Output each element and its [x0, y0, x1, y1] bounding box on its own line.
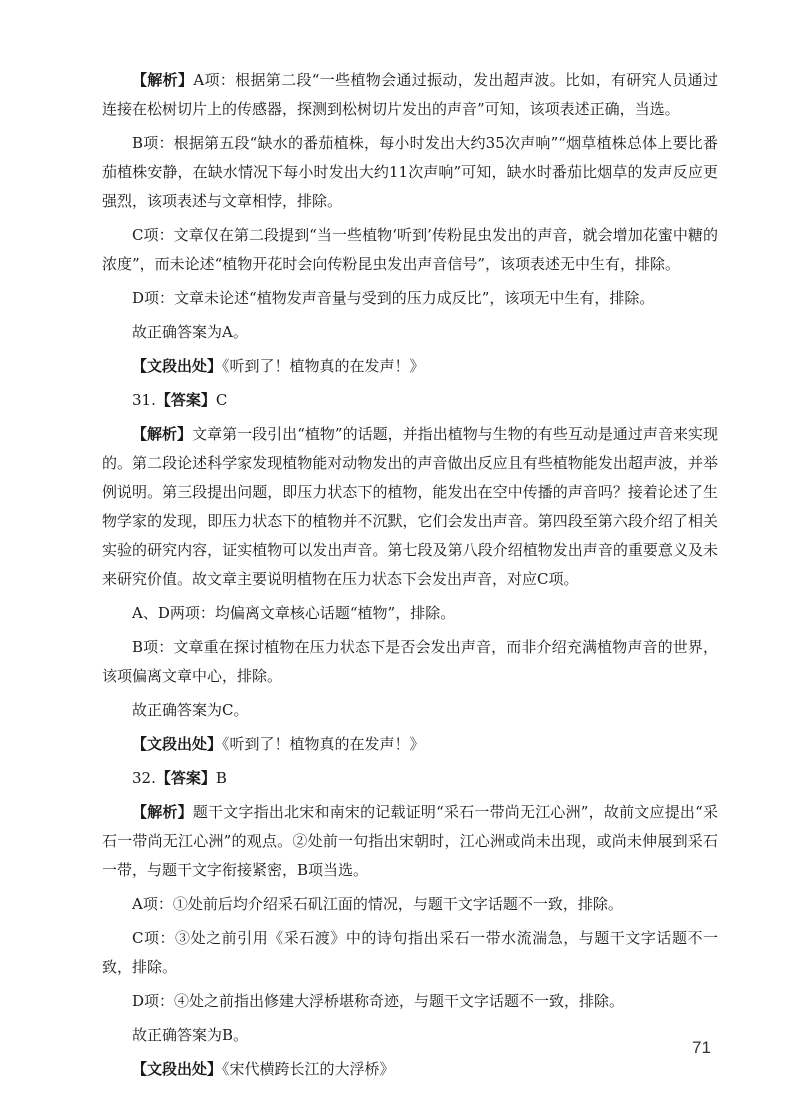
paragraph-text: 《宋代横跨长江的大浮桥》 [222, 1060, 395, 1078]
paragraph [102, 420, 718, 594]
paragraph-text: 32. [132, 769, 156, 787]
paragraph [102, 129, 718, 216]
answer-explanation-text [102, 66, 718, 1089]
paragraph-text: 故正确答案为A。 [132, 323, 248, 341]
answer-value: C [215, 391, 228, 409]
paragraph [102, 386, 718, 415]
paragraph [102, 221, 718, 279]
paragraph-text: 题干文字指出北宋和南宋的记载证明“采石一带尚无江心洲”，故前文应提出“采石一带尚无江心洲”的观点。②处前一句指出宋朝时，江心洲或尚未出现，或尚未伸展到采石一带，与题干文字衔接紧密，B项当选。 [102, 803, 718, 879]
paragraph-text: 31. [132, 391, 156, 409]
section-tag: 【文段出处】 [132, 1060, 223, 1078]
paragraph [102, 730, 718, 759]
paragraph [102, 1055, 718, 1084]
paragraph [102, 798, 718, 885]
paragraph-text: B项：根据第五段“缺水的番茄植株，每小时发出大约35次声响”“烟草植株总体上要比番茄植株安静，在缺水情况下每小时发出大约11次声响”可知，缺水时番茄比烟草的发声反应更强烈，该项表述与文章相悖，排除。 [102, 134, 718, 210]
answer-value: B [215, 769, 227, 787]
paragraph-text: 《听到了！植物真的在发声！》 [222, 357, 425, 375]
section-tag: 【文段出处】 [132, 357, 223, 375]
paragraph [102, 352, 718, 381]
paragraph [102, 924, 718, 982]
section-tag: 【文段出处】 [132, 735, 223, 753]
paragraph-text: 文章第一段引出“植物”的话题，并指出植物与生物的有些互动是通过声音来实现的。第二段论述科学家发现植物能对动物发出的声音做出反应且有些植物能发出超声波，并举例说明。第三段提出问题，即压力状态下的植物，能发出在空中传播的声音吗？接着论述了生物学家的发现，即压力状态下的植物并不沉默，它们会发出声音。第四段至第六段介绍了相关实验的研究内容，证实植物可以发出声音。第七段及第八段介绍植物发出声音的重要意义及未来研究价值。故文章主要说明植物在压力状态下会发出声音，对应C项。 [102, 425, 718, 588]
section-tag: 【解析】 [132, 71, 194, 89]
paragraph-text: D项：文章未论述“植物发声音量与受到的压力成反比”，该项无中生有，排除。 [132, 289, 655, 307]
paragraph-text: 故正确答案为C。 [132, 701, 249, 719]
paragraph-text: D项：④处之前指出修建大浮桥堪称奇迹，与题干文字话题不一致，排除。 [132, 992, 625, 1010]
paragraph [102, 987, 718, 1016]
paragraph-text: B项：文章重在探讨植物在压力状态下是否会发出声音，而非介绍充满植物声音的世界，该项偏离文章中心，排除。 [102, 638, 718, 685]
paragraph [102, 764, 718, 793]
paragraph [102, 633, 718, 691]
paragraph-text: C项：文章仅在第二段提到“当一些植物‘听到’传粉昆虫发出的声音，就会增加花蜜中糖的浓度”，而未论述“植物开花时会向传粉昆虫发出声音信号”，该项表述无中生有，排除。 [102, 226, 718, 273]
paragraph-text: C项：③处之前引用《采石渡》中的诗句指出采石一带水流湍急，与题干文字话题不一致，排除。 [102, 929, 718, 976]
section-tag: 【解析】 [132, 425, 193, 443]
paragraph-text: A项：①处前后均介绍采石矶江面的情况，与题干文字话题不一致，排除。 [132, 895, 623, 913]
section-tag: 【解析】 [132, 803, 193, 821]
answer-tag: 【答案】 [155, 769, 216, 787]
page-number: 71 [692, 1038, 711, 1057]
paragraph [102, 284, 718, 313]
paragraph-text: A、D两项：均偏离文章核心话题“植物”，排除。 [132, 604, 456, 622]
answer-tag: 【答案】 [155, 391, 216, 409]
paragraph [102, 66, 718, 124]
paragraph-text: A项：根据第二段“一些植物会通过振动，发出超声波。比如，有研究人员通过连接在松树切片上的传感器，探测到松树切片发出的声音”可知，该项表述正确，当选。 [102, 71, 718, 118]
paragraph [102, 696, 718, 725]
paragraph [102, 599, 718, 628]
paragraph [102, 1021, 718, 1050]
paragraph [102, 890, 718, 919]
paragraph-text: 《听到了！植物真的在发声！》 [222, 735, 425, 753]
paragraph [102, 318, 718, 347]
paragraph-text: 故正确答案为B。 [132, 1026, 249, 1044]
